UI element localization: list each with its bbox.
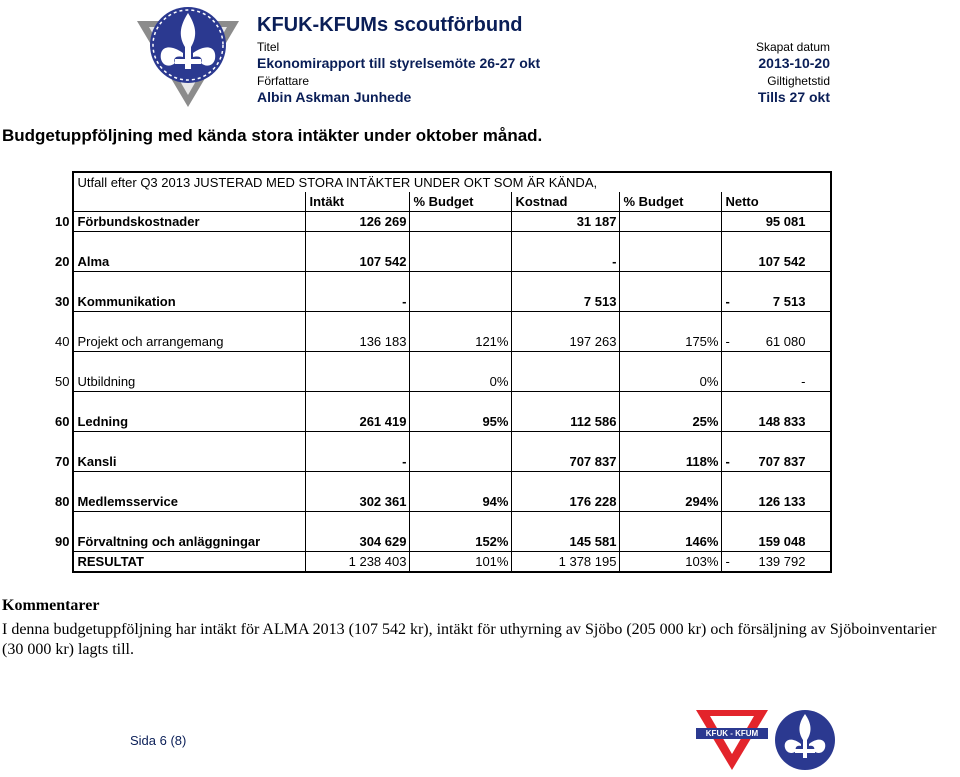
spacer-row — [52, 392, 831, 413]
row-budget-2 — [620, 252, 722, 272]
row-budget-1 — [410, 452, 512, 472]
row-kostnad: 7 513 — [512, 292, 620, 312]
scout-emblem-icon — [774, 708, 836, 772]
table-row — [52, 452, 831, 472]
row-number: 40 — [55, 334, 70, 350]
result-budget-1: 101% — [410, 552, 512, 573]
table-row — [52, 212, 831, 232]
row-name: Förvaltning och anläggningar — [73, 532, 306, 552]
skapat-label: Skapat datum — [755, 40, 830, 54]
row-intakt: 107 542 — [306, 252, 410, 272]
table-title: Utfall efter Q3 2013 JUSTERAD MED STORA INTÄKTER UNDER OKT SOM ÄR KÄNDA, — [73, 172, 831, 192]
row-kostnad — [512, 372, 620, 392]
spacer-row — [52, 272, 831, 293]
row-name: Kansli — [73, 452, 306, 472]
spacer-row — [52, 512, 831, 533]
table-row — [52, 372, 831, 392]
row-kostnad: 31 187 — [512, 212, 620, 232]
budget-table — [52, 171, 832, 573]
row-number: 20 — [55, 254, 70, 270]
row-netto: 159 048 — [722, 532, 832, 552]
col-intakt: Intäkt — [306, 192, 410, 212]
created-date: 2013-10-20 — [758, 55, 830, 71]
row-budget-1: 121% — [410, 332, 512, 352]
org-name: KFUK-KFUMs scoutförbund — [257, 14, 523, 36]
row-intakt: 304 629 — [306, 532, 410, 552]
row-budget-1: 152% — [410, 532, 512, 552]
result-kostnad: 1 378 195 — [512, 552, 620, 573]
table-row — [52, 412, 831, 432]
row-name: Projekt och arrangemang — [73, 332, 306, 352]
row-intakt: 261 419 — [306, 412, 410, 432]
row-budget-1 — [410, 212, 512, 232]
row-name: Alma — [73, 252, 306, 272]
row-netto: - 7 513 — [722, 292, 832, 312]
row-budget-1: 94% — [410, 492, 512, 512]
giltighet-label: Giltighetstid — [767, 74, 830, 88]
row-budget-2 — [620, 292, 722, 312]
spacer-row — [52, 232, 831, 253]
row-netto: 148 833 — [722, 412, 832, 432]
row-number: 10 — [55, 214, 70, 229]
row-number: 60 — [55, 414, 70, 430]
row-intakt: - — [306, 292, 410, 312]
row-name: Ledning — [73, 412, 306, 432]
col-budget-2: % Budget — [620, 192, 722, 212]
spacer-row — [52, 312, 831, 333]
row-budget-2: 175% — [620, 332, 722, 352]
row-netto: - 61 080 — [722, 332, 832, 352]
col-netto: Netto — [722, 192, 832, 212]
row-budget-1 — [410, 252, 512, 272]
row-budget-1: 0% — [410, 372, 512, 392]
page-number: Sida 6 (8) — [130, 733, 187, 748]
kfuk-kfum-logo — [696, 708, 768, 772]
result-label: RESULTAT — [73, 552, 306, 573]
row-intakt: 136 183 — [306, 332, 410, 352]
row-netto: 126 133 — [722, 492, 832, 512]
row-netto: 107 542 — [722, 252, 832, 272]
row-netto: - — [722, 372, 832, 392]
row-netto: - 707 837 — [722, 452, 832, 472]
result-budget-2: 103% — [620, 552, 722, 573]
col-kostnad: Kostnad — [512, 192, 620, 212]
row-budget-2: 294% — [620, 492, 722, 512]
row-kostnad: 145 581 — [512, 532, 620, 552]
row-number: 30 — [55, 294, 70, 310]
row-kostnad: 197 263 — [512, 332, 620, 352]
row-budget-1 — [410, 292, 512, 312]
row-budget-2 — [620, 212, 722, 232]
validity: Tills 27 okt — [757, 89, 830, 105]
row-budget-2: 0% — [620, 372, 722, 392]
table-row — [52, 332, 831, 352]
row-budget-2: 146% — [620, 532, 722, 552]
headline: Budgetuppföljning med kända stora intäkter under oktober månad. — [2, 126, 543, 145]
result-intakt: 1 238 403 — [306, 552, 410, 573]
row-intakt: 302 361 — [306, 492, 410, 512]
row-name: Kommunikation — [73, 292, 306, 312]
titel-label: Titel — [257, 40, 280, 54]
row-budget-2: 118% — [620, 452, 722, 472]
row-kostnad: 707 837 — [512, 452, 620, 472]
comments-text: I denna budgetuppföljning har intäkt för ALMA 2013 (107 542 kr), intäkt för uthyrning av Sjöbo (205 000 kr) och försäljning av Sjöboinventarier (30 000 kr) lagts till. — [2, 621, 937, 658]
forfattare-label: Författare — [257, 74, 310, 88]
spacer-row — [52, 472, 831, 493]
row-budget-1: 95% — [410, 412, 512, 432]
table-row — [52, 492, 831, 512]
row-intakt — [306, 372, 410, 392]
row-netto: 95 081 — [722, 212, 832, 232]
row-number: 90 — [55, 534, 70, 550]
row-name: Medlemsservice — [73, 492, 306, 512]
col-budget-1: % Budget — [410, 192, 512, 212]
row-name: Utbildning — [73, 372, 306, 392]
table-row — [52, 292, 831, 312]
row-number: 70 — [55, 454, 70, 470]
row-kostnad: - — [512, 252, 620, 272]
row-intakt: - — [306, 452, 410, 472]
row-kostnad: 176 228 — [512, 492, 620, 512]
document-title: Ekonomirapport till styrelsemöte 26-27 okt — [257, 55, 541, 71]
author: Albin Askman Junhede — [257, 89, 412, 105]
row-budget-2: 25% — [620, 412, 722, 432]
row-intakt: 126 269 — [306, 212, 410, 232]
row-name: Förbundskostnader — [73, 212, 306, 232]
comments-heading: Kommentarer — [2, 597, 100, 614]
result-netto: - 139 792 — [722, 552, 832, 573]
row-number: 50 — [55, 374, 70, 390]
table-row — [52, 252, 831, 272]
scout-logo — [135, 3, 241, 109]
row-kostnad: 112 586 — [512, 412, 620, 432]
spacer-row — [52, 432, 831, 453]
row-number: 80 — [55, 494, 70, 510]
table-row — [52, 532, 831, 552]
kfuk-kfum-logo-text: KFUK - KFUM — [705, 729, 759, 738]
spacer-row — [52, 352, 831, 373]
